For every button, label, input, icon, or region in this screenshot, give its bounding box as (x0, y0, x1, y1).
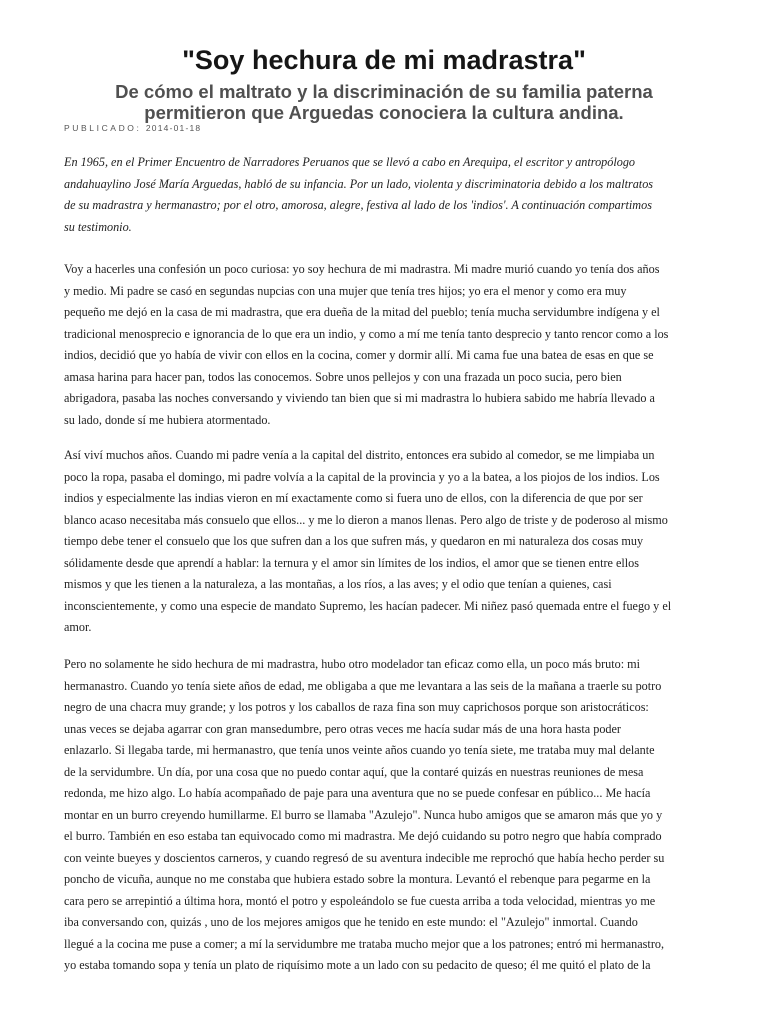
text-line: yo estaba tomando sopa y tenía un plato de riquísimo mote a un lado con su pedacito de queso; él me quitó el plato de la (64, 958, 651, 972)
text-line: andahuaylino José María Arguedas, habló de su infancia. Por un lado, violenta y discriminatoria debido a los maltratos (64, 176, 654, 191)
text-line: Así viví muchos años. Cuando mi padre venía a la capital del distrito, entonces era subido al comedor, se me limpiaba un (64, 448, 655, 462)
text-line: unas veces se dejaba agarrar con gran mansedumbre, pero otras veces me hacía sudar más de una hora hasta poder (64, 721, 621, 736)
text-line: sólidamente desde que aprendí a hablar: la ternura y el amor sin límites de los indios, el amor que se tienen entre ellos (64, 555, 640, 570)
text-line: de la servidumbre. Un día, por una cosa que no puedo contar aquí, que la contaré quizás en nuestras reuniones de mesa (64, 764, 644, 779)
text-line: el burro. También en eso estaba tan equivocado como mi madrastra. Me dejó cuidando su potro negro que había comprado (64, 829, 662, 843)
text-line: iba conversando con, quizás , uno de los mejores amigos que he tenido en este mundo: el "Azulejo" inmortal. Cuando (64, 915, 638, 929)
text-line: enlazarlo. Si llegaba tarde, mi hermanastro, que tenía unos veinte años cuando yo tenía siete, me trataba muy mal delante (64, 743, 655, 757)
text-line: y medio. Mi padre se casó en segundas nupcias con una mujer que tenía tres hijos; yo era el menor y como era muy (64, 283, 627, 298)
text-line: mismos y que les tienen a la naturaleza, a las montañas, a los ríos, a las aves; y el odio que tenían a quienes, casi (64, 577, 612, 591)
text-line: montar en un burro creyendo humillarme. El burro se llamaba "Azulejo". Nunca hubo amigos que se amaron más que yo y (64, 807, 663, 822)
published-label: PUBLICADO: (64, 123, 142, 133)
article-title: "Soy hechura de mi madrastra" (182, 45, 586, 75)
text-line: de su madrastra y hermanastro; por el otro, amorosa, alegre, festiva al lado de los 'indios'. A continuación compartimos (64, 198, 652, 212)
text-line: poco la ropa, pasaba el domingo, mi padre volvía a la capital de la provincia y yo a la batea, a los piojos de los indios. Los (64, 469, 660, 484)
body-paragraph (64, 445, 744, 639)
text-line: amasa harina para hacer pan, todos las conocemos. Sobre unos pellejos y con una frazada un poco sucia, pero bien (64, 369, 622, 384)
text-line: abrigadora, pasaba las noches conversando y viviendo tan bien que si mi madrastra lo hubiera sabido me habría llevado a (64, 391, 655, 405)
body-paragraph (64, 259, 744, 431)
subtitle-line: De cómo el maltrato y la discriminación de su familia paterna (115, 81, 653, 102)
article-subtitle (0, 81, 768, 123)
text-line: blanco acaso necesitaba más consuelo que ellos... y me lo dieron a manos llenas. Pero algo de triste y de poderoso al mismo (64, 512, 668, 527)
text-line: con veinte bueyes y doscientos carneros, y cuando regresó de su aventura indecible me reprochó que había hecho perder su (64, 850, 665, 865)
text-line: cara pero se arrepintió a última hora, montó el potro y espoleándolo se fue cuesta arriba a toda velocidad, mientras yo me (64, 893, 656, 908)
intro-paragraph (64, 152, 744, 238)
body-paragraph (64, 654, 744, 977)
text-line: redonda, me hizo algo. Lo había acompañado de paje para una aventura que no se puede confesar en público... Me hacía (64, 786, 651, 800)
text-line: En 1965, en el Primer Encuentro de Narradores Peruanos que se llevó a cabo en Arequipa, el escritor y antropólogo (64, 155, 636, 169)
text-line: indios, decidió que yo había de vivir con ellos en la cocina, comer y dormir allí. Mi cama fue una batea de esas en que se (64, 348, 654, 362)
text-line: tiempo debe tener el consuelo que los que sufren dan a los que sufren más, y quedaron en mi naturaleza dos cosas muy (64, 534, 644, 548)
published-meta (64, 123, 201, 134)
text-line: inconscientemente, y como una especie de mandato Supremo, les hacían padecer. Mi niñez pasó quemada entre el fuego y el (64, 598, 672, 613)
text-line: pequeño me dejó en la casa de mi madrastra, que era dueña de la mitad del pueblo; tenía mucha servidumbre indígena y el (64, 305, 660, 319)
text-line: hermanastro. Cuando yo tenía siete años de edad, me obligaba a que me levantara a las seis de la mañana a traerle su potro (64, 678, 662, 693)
text-line: su testimonio. (64, 219, 132, 234)
subtitle-line: permitieron que Arguedas conociera la cultura andina. (144, 102, 624, 123)
published-date: 2014-01-18 (145, 123, 202, 133)
text-line: Pero no solamente he sido hechura de mi madrastra, hubo otro modelador tan eficaz como ella, un poco más bruto: mi (64, 657, 641, 671)
text-line: amor. (64, 620, 92, 634)
text-line: indios y especialmente las indias vieron en mí exactamente como si fuera uno de ellos, con la diferencia de que por ser (64, 491, 643, 505)
text-line: poncho de vicuña, aunque no me constaba que hubiera estado sobre la montura. Levantó el rebenque para pegarme en la (64, 872, 651, 886)
text-line: llegué a la cocina me puse a comer; a mí la servidumbre me trataba mucho mejor que a los patrones; entró mi hermanastro, (64, 936, 665, 951)
text-line: tradicional menosprecio e ignorancia de lo que era un indio, y como a mí me tenía tanto desprecio y tanto rencor como a los (64, 326, 669, 341)
text-line: su lado, donde sí me hubiera atormentado. (64, 412, 271, 427)
text-line: Voy a hacerles una confesión un poco curiosa: yo soy hechura de mi madrastra. Mi madre murió cuando yo tenía dos años (64, 262, 660, 276)
text-line: negro de una chacra muy grande; y los potros y los caballos de raza fina son muy caprichosos porque son aristocráticos: (64, 700, 649, 714)
